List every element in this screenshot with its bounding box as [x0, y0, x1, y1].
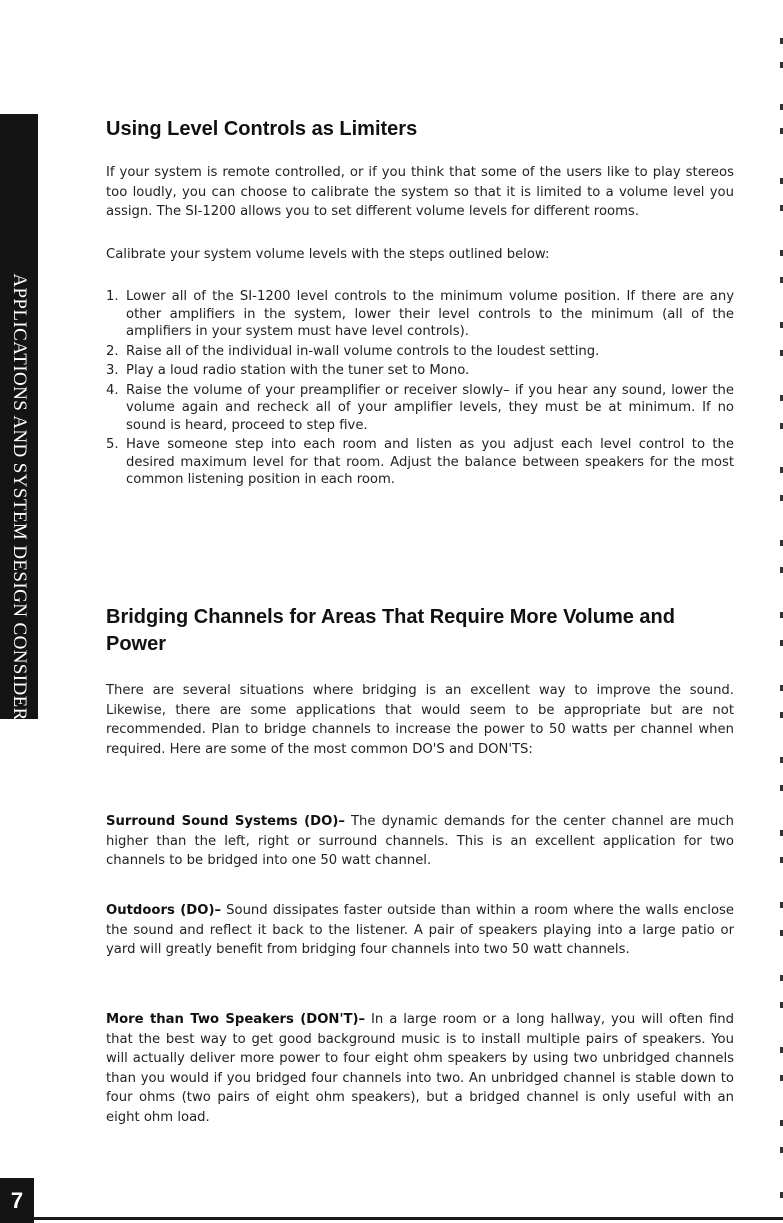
more-speakers-label: More than Two Speakers (DON'T)– [106, 1012, 366, 1027]
surround-label: Surround Sound Systems (DO)– [106, 814, 345, 829]
paragraph-more-speakers: More than Two Speakers (DON'T)– In a large room or a long hallway, you will often find that the best way to get good background music is to install multiple pairs of speakers. You will actually deliver more power to four eight ohm speakers by using two unbridged channels than you would if you bridged four channels into two. An unbridged channel is stable down to four ohms (two pairs of eight ohm speakers), but a bridged channel is only useful with an eight ohm load. [106, 1012, 734, 1125]
section-heading-level-controls: Using Level Controls as Limiters [106, 118, 418, 140]
list-item: 4. Raise the volume of your preamplifier or receiver slowly– if you hear any sound, lower the volume again and recheck all of your amplifier levels, they must be at minimum. If no sound is heard, proceed to step five. [106, 382, 734, 433]
list-item: 5. Have someone step into each room and listen as you adjust each level control to the desired maximum level for that room. Adjust the balance between speakers for the most common listening position in each room. [106, 437, 734, 487]
paragraph-bridging-intro: There are several situations where bridging is an excellent way to improve the sound. Likewise, there are some applications that would seem to be appropriate but are not recommended. Plan to bridge channels to increase the power to 50 watts per channel when required. Here are some of the most common DO'S and DON'TS: [106, 683, 734, 757]
paragraph-outdoors: Outdoors (DO)– Sound dissipates faster outside than within a room where the walls enclose the sound and reflect it back to the listener. A pair of speakers playing into a large patio or yard will greatly benefit from bridging four channels into two 50 watt channels. [106, 903, 734, 957]
paragraph-level-intro: If your system is remote controlled, or if you think that some of the users like to play stereos too loudly, you can choose to calibrate the system so that it is limited to a volume level you assign. The SI-1200 allows you to set different volume levels for different rooms. [106, 165, 734, 219]
page-number: 7 [0, 1178, 34, 1223]
list-item: 1. Lower all of the SI-1200 level controls to the minimum volume position. If there are any other amplifiers in the system, lower their level controls to the minimum (all of the amplifiers in your system must have level controls). [106, 289, 734, 339]
calibration-steps-list [106, 288, 734, 491]
list-item: 3. Play a loud radio station with the tuner set to Mono. [106, 363, 470, 378]
outdoors-label: Outdoors (DO)– [106, 903, 222, 918]
paragraph-surround: Surround Sound Systems (DO)– The dynamic demands for the center channel are much higher than the left, right or surround channels. This is an excellent application for two channels to be bridged into one 50 watt channel. [106, 814, 734, 868]
edge-marks [779, 0, 783, 1223]
section-heading-bridging: Bridging Channels for Areas That Require More Volume and Power [106, 606, 675, 655]
list-item: 2. Raise all of the individual in-wall volume controls to the loudest setting. [106, 343, 600, 359]
footer-rule [34, 1217, 783, 1220]
side-tab-label: APPLICATIONS AND SYSTEM DESIGN CONSIDERATIONS [9, 273, 30, 791]
side-tab [0, 114, 38, 791]
paragraph-calibrate-lead: Calibrate your system volume levels with the steps outlined below: [106, 247, 550, 262]
